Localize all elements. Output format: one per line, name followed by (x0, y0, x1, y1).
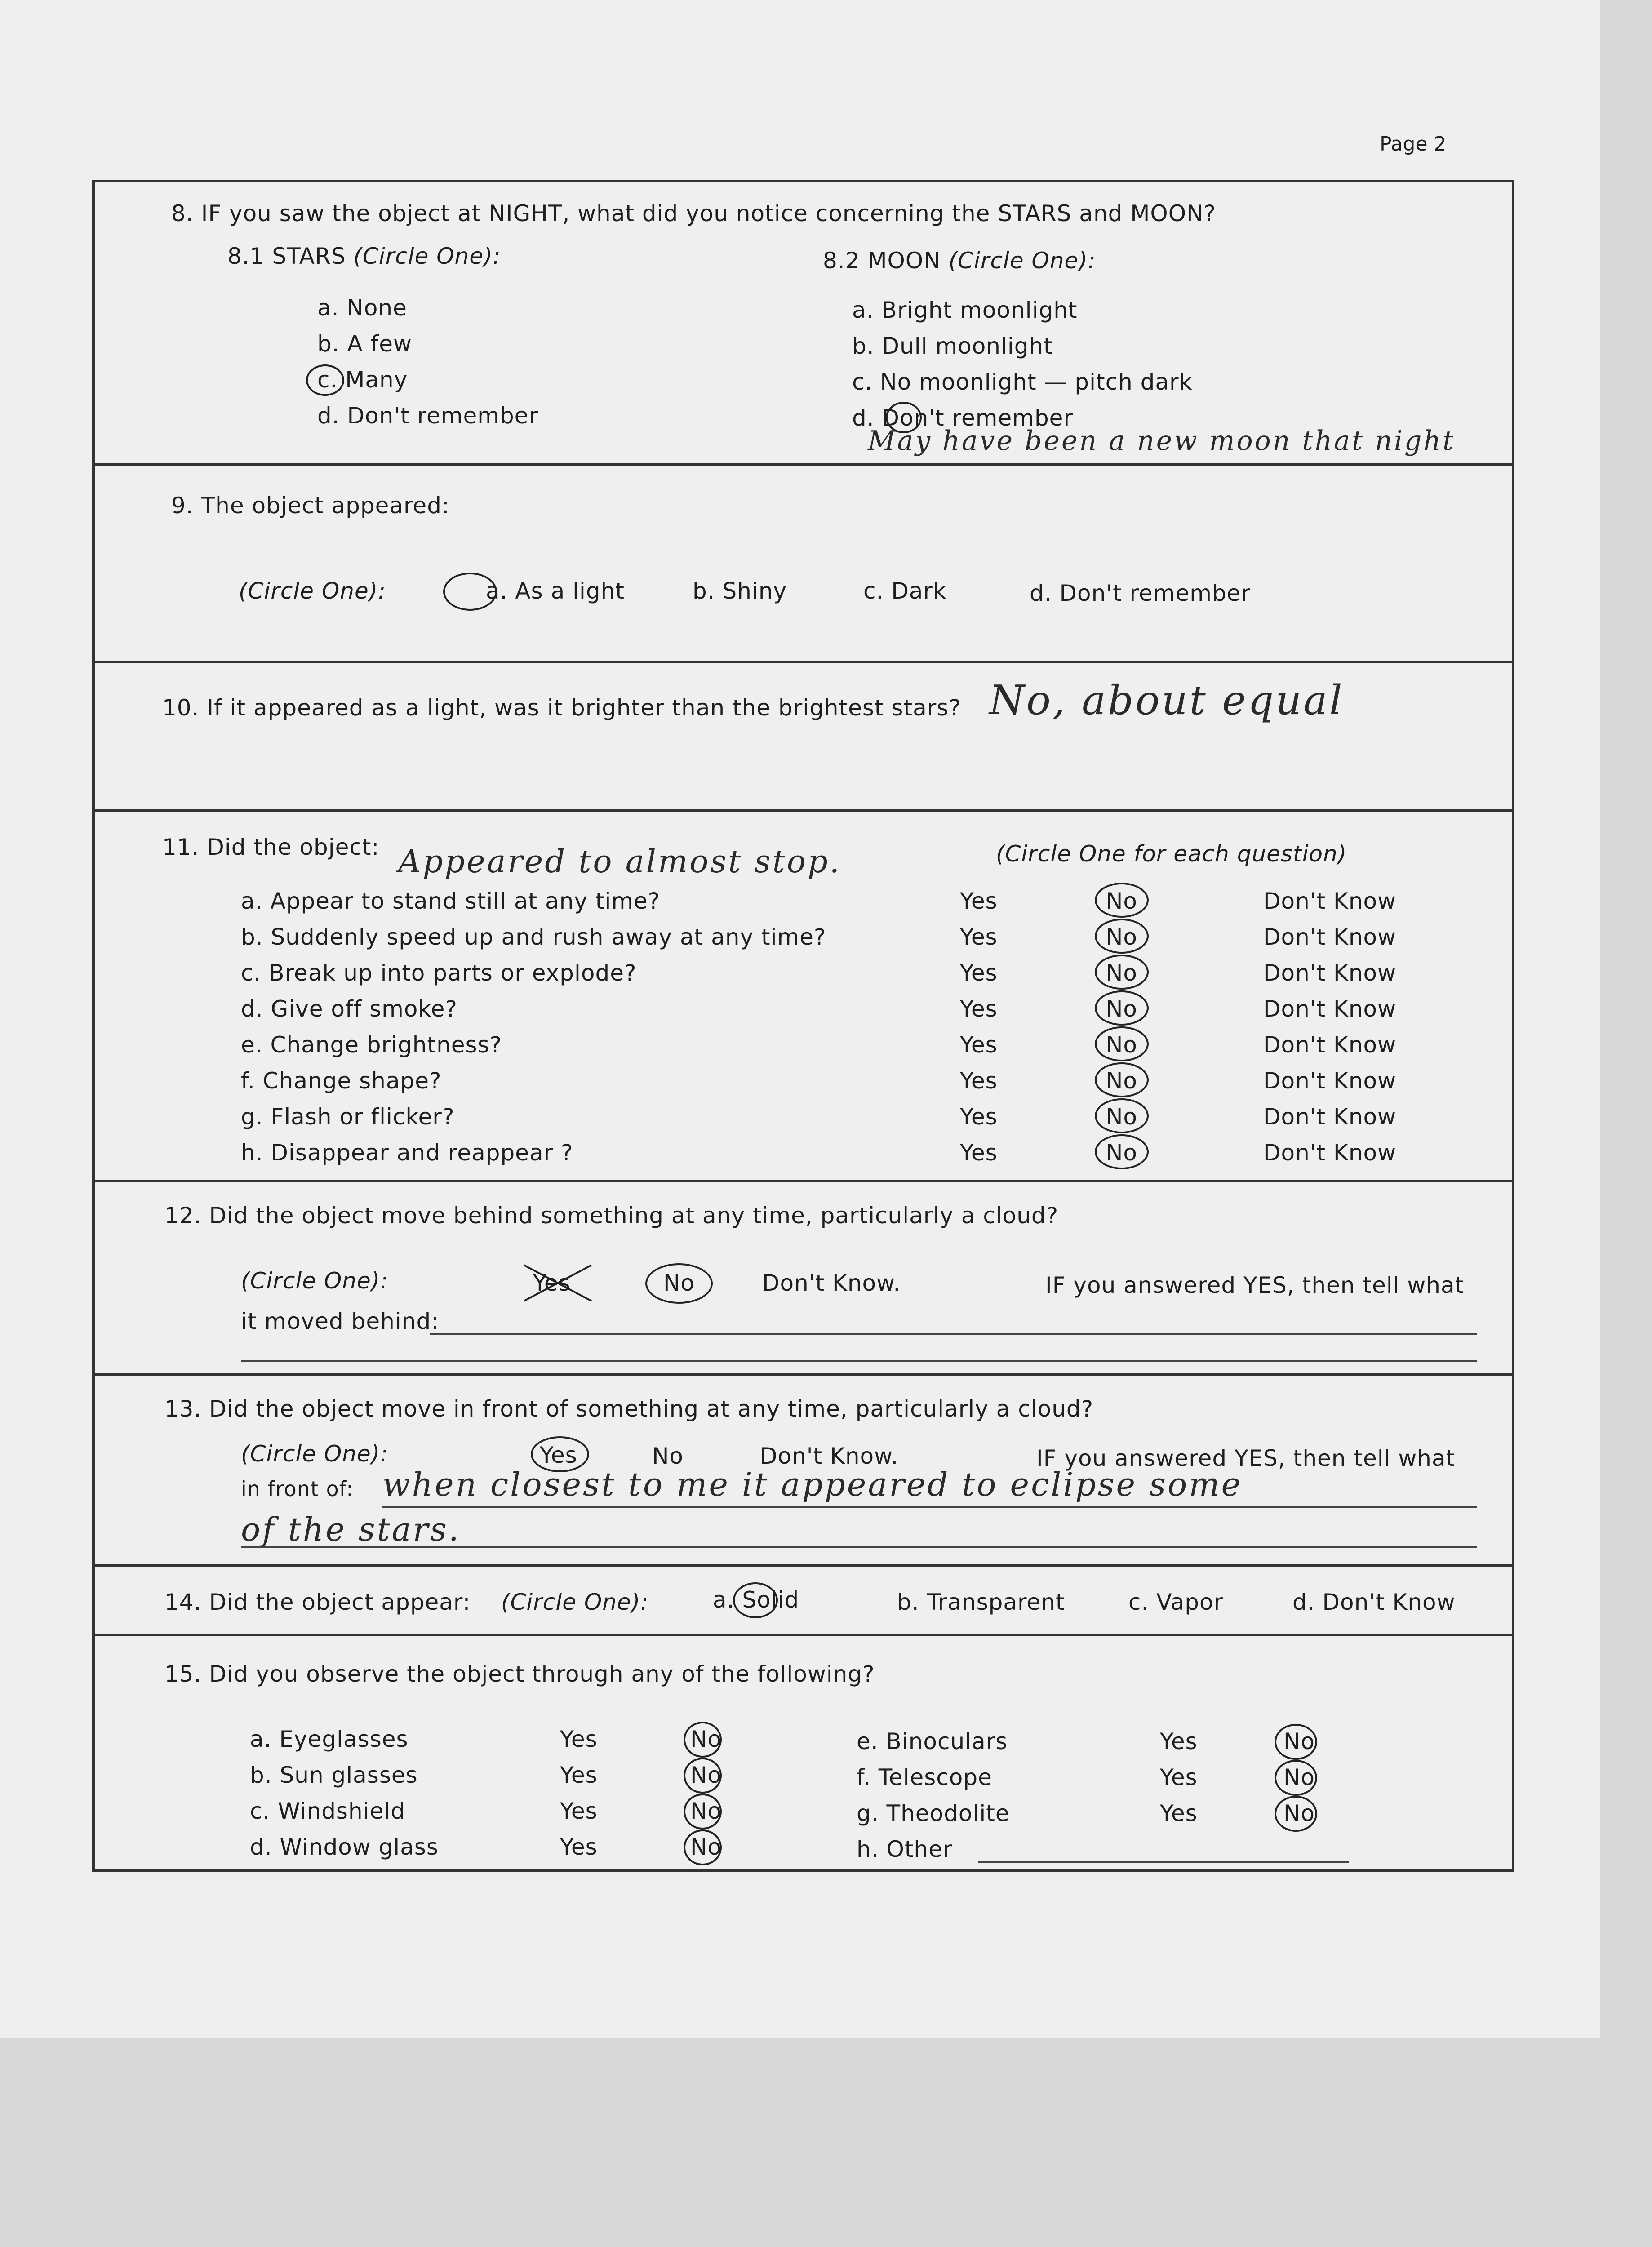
q8-stars-option-a[interactable]: a. None (317, 295, 407, 321)
q15-item-no[interactable]: No (1283, 1728, 1315, 1754)
q15-item-label: e. Binoculars (857, 1728, 1008, 1754)
question-15 (95, 1636, 1512, 1874)
q12-answer-line-1[interactable] (430, 1333, 1477, 1335)
q10-question: 10. If it appeared as a light, was it brighter than the brightest stars? (162, 695, 961, 721)
q15-item-yes[interactable]: Yes (560, 1834, 598, 1860)
question-13 (95, 1376, 1512, 1567)
q11-item-yes[interactable]: Yes (960, 1032, 998, 1058)
q15-item-label: a. Eyeglasses (250, 1726, 409, 1752)
q15-item-yes[interactable]: Yes (1160, 1764, 1198, 1790)
answer-circle-q11 (1095, 955, 1149, 990)
q9-circle-instruction: (Circle One): (239, 578, 386, 604)
q15-item-no[interactable]: No (690, 1834, 722, 1860)
q11-item-label: f. Change shape? (241, 1068, 442, 1094)
answer-circle-q11 (1095, 990, 1149, 1026)
q8-stars-heading: 8.1 STARS (Circle One): (227, 243, 501, 269)
q11-item-no[interactable]: No (1106, 1032, 1137, 1058)
q14-option-d[interactable]: d. Don't Know (1292, 1589, 1456, 1615)
q11-question: 11. Did the object: (162, 834, 380, 860)
q15-item-label: f. Telescope (857, 1764, 992, 1790)
q12-if-yes-instruction: IF you answered YES, then tell what (1045, 1272, 1465, 1298)
q15-item-no[interactable]: No (690, 1762, 722, 1788)
answer-circle-q11 (1095, 883, 1149, 918)
questionnaire-form (92, 180, 1514, 1872)
answer-circle-q15 (684, 1794, 722, 1830)
q9-option-a[interactable]: a. As a light (486, 578, 625, 604)
q15-item-no[interactable]: No (1283, 1800, 1315, 1826)
q9-question: 9. The object appeared: (171, 493, 450, 519)
q11-item-dont-know[interactable]: Don't Know (1263, 924, 1396, 950)
q11-item-yes[interactable]: Yes (960, 924, 998, 950)
q8-stars-option-c[interactable]: c. Many (317, 367, 408, 393)
q12-option-dont-know[interactable]: Don't Know. (762, 1270, 901, 1296)
q12-option-yes[interactable]: Yes (533, 1270, 571, 1296)
q11-item-no[interactable]: No (1106, 924, 1137, 950)
q15-item-label: b. Sun glasses (250, 1762, 418, 1788)
q11-item-label: g. Flash or flicker? (241, 1104, 455, 1130)
question-10 (95, 663, 1512, 812)
q15-item-yes[interactable]: Yes (560, 1798, 598, 1824)
answer-circle-q11 (1095, 1026, 1149, 1061)
page-number: Page 2 (1380, 133, 1447, 155)
answer-circle-q11 (1095, 1134, 1149, 1169)
q13-option-no[interactable]: No (652, 1443, 684, 1469)
q12-question: 12. Did the object move behind something at any time, particularly a cloud? (164, 1203, 1059, 1229)
question-12 (95, 1182, 1512, 1376)
q11-item-no[interactable]: No (1106, 1104, 1137, 1130)
q11-item-no[interactable]: No (1106, 888, 1137, 914)
q12-moved-behind-label: it moved behind: (241, 1308, 440, 1334)
q12-circle-instruction: (Circle One): (241, 1268, 389, 1294)
q8-moon-option-b[interactable]: b. Dull moonlight (852, 333, 1053, 359)
q13-handwritten-answer-line-2: of the stars. (241, 1510, 461, 1548)
answer-circle-q12 (645, 1263, 713, 1304)
q11-item-yes[interactable]: Yes (960, 1104, 998, 1130)
q14-option-b[interactable]: b. Transparent (897, 1589, 1065, 1615)
answer-circle-q11 (1095, 919, 1149, 954)
q11-item-label: h. Disappear and reappear ? (241, 1140, 573, 1166)
q15-item-label: h. Other (857, 1836, 953, 1862)
q15-item-yes[interactable]: Yes (560, 1762, 598, 1788)
q11-item-dont-know[interactable]: Don't Know (1263, 1068, 1396, 1094)
q11-item-label: c. Break up into parts or explode? (241, 960, 637, 986)
q11-handwritten-note: Appeared to almost stop. (398, 843, 842, 880)
q13-handwritten-answer-line-1: when closest to me it appeared to eclipse some (382, 1465, 1243, 1503)
q11-item-no[interactable]: No (1106, 1140, 1137, 1166)
q13-in-front-of-label: in front of: (241, 1477, 354, 1501)
answer-circle-q11 (1095, 1098, 1149, 1133)
q8-moon-option-a[interactable]: a. Bright moonlight (852, 297, 1078, 323)
q13-answer-line-2[interactable] (241, 1546, 1477, 1548)
answer-circle-q9 (443, 573, 497, 611)
q11-item-yes[interactable]: Yes (960, 888, 998, 914)
q15-item-no[interactable]: No (1283, 1764, 1315, 1790)
q15-item-yes[interactable]: Yes (560, 1726, 598, 1752)
q15-item-no[interactable]: No (690, 1726, 722, 1752)
q11-item-yes[interactable]: Yes (960, 1140, 998, 1166)
question-14 (95, 1567, 1512, 1636)
q11-item-no[interactable]: No (1106, 960, 1137, 986)
answer-circle-q14 (733, 1582, 778, 1618)
q11-item-no[interactable]: No (1106, 996, 1137, 1022)
q14-question: 14. Did the object appear: (Circle One): (164, 1589, 649, 1615)
q11-item-label: b. Suddenly speed up and rush away at any time? (241, 924, 826, 950)
q11-item-dont-know[interactable]: Don't Know (1263, 1104, 1396, 1130)
q8-moon-option-c[interactable]: c. No moonlight — pitch dark (852, 369, 1193, 395)
q11-item-yes[interactable]: Yes (960, 1068, 998, 1094)
answer-circle-q15 (1275, 1724, 1317, 1760)
answer-circle-q15 (684, 1758, 722, 1794)
q12-option-no[interactable]: No (663, 1270, 695, 1296)
q11-item-dont-know[interactable]: Don't Know (1263, 960, 1396, 986)
q11-item-label: e. Change brightness? (241, 1032, 502, 1058)
q8-moon-heading: 8.2 MOON (Circle One): (823, 248, 1096, 274)
q15-item-yes[interactable]: Yes (1160, 1800, 1198, 1826)
answer-circle-q8-stars (306, 364, 344, 396)
q14-option-c[interactable]: c. Vapor (1128, 1589, 1224, 1615)
q9-option-b[interactable]: b. Shiny (693, 578, 787, 604)
question-11 (95, 812, 1512, 1182)
q11-item-label: d. Give off smoke? (241, 996, 457, 1022)
q13-circle-instruction: (Circle One): (241, 1441, 389, 1467)
q15-item-label: c. Windshield (250, 1798, 405, 1824)
q11-item-dont-know[interactable]: Don't Know (1263, 888, 1396, 914)
q13-option-dont-know[interactable]: Don't Know. (760, 1443, 899, 1469)
q15-item-yes[interactable]: Yes (1160, 1728, 1198, 1754)
q13-if-yes-instruction: IF you answered YES, then tell what (1036, 1445, 1456, 1471)
q11-item-yes[interactable]: Yes (960, 996, 998, 1022)
answer-circle-q11 (1095, 1062, 1149, 1097)
q10-handwritten-answer: No, about equal (989, 677, 1344, 724)
question-8 (95, 182, 1512, 466)
q12-answer-line-2[interactable] (241, 1360, 1477, 1362)
q8-question: 8. IF you saw the object at NIGHT, what did you notice concerning the STARS and MOON? (171, 200, 1217, 226)
q8-handwritten-note: May have been a new moon that night (868, 425, 1456, 457)
q15-item-no[interactable]: No (690, 1798, 722, 1824)
q11-item-dont-know[interactable]: Don't Know (1263, 1140, 1396, 1166)
q13-option-yes[interactable]: Yes (540, 1442, 577, 1468)
q13-answer-line-1[interactable] (382, 1506, 1477, 1508)
q9-option-c[interactable]: c. Dark (863, 578, 946, 604)
q9-option-d[interactable]: d. Don't remember (1030, 580, 1251, 606)
q15-other-answer-line[interactable] (978, 1861, 1349, 1863)
q8-stars-option-d[interactable]: d. Don't remember (317, 403, 538, 429)
q8-moon-option-d[interactable]: d. Don't remember (852, 405, 1073, 431)
q15-item-label: d. Window glass (250, 1834, 439, 1860)
q11-item-dont-know[interactable]: Don't Know (1263, 996, 1396, 1022)
question-9 (95, 466, 1512, 663)
answer-circle-q15 (684, 1830, 722, 1865)
q14-option-a[interactable]: a. Solid (713, 1587, 799, 1613)
answer-circle-q15 (684, 1722, 722, 1758)
q11-item-label: a. Appear to stand still at any time? (241, 888, 661, 914)
q15-question: 15. Did you observe the object through any of the following? (164, 1661, 875, 1687)
answer-circle-q15 (1275, 1760, 1317, 1796)
answer-circle-q15 (1275, 1796, 1317, 1832)
q11-item-no[interactable]: No (1106, 1068, 1137, 1094)
q13-question: 13. Did the object move in front of something at any time, particularly a cloud? (164, 1396, 1094, 1422)
q11-circle-instruction: (Circle One for each question) (996, 841, 1347, 867)
q11-item-yes[interactable]: Yes (960, 960, 998, 986)
q8-stars-option-b[interactable]: b. A few (317, 331, 412, 357)
q15-item-label: g. Theodolite (857, 1800, 1010, 1826)
q11-item-dont-know[interactable]: Don't Know (1263, 1032, 1396, 1058)
